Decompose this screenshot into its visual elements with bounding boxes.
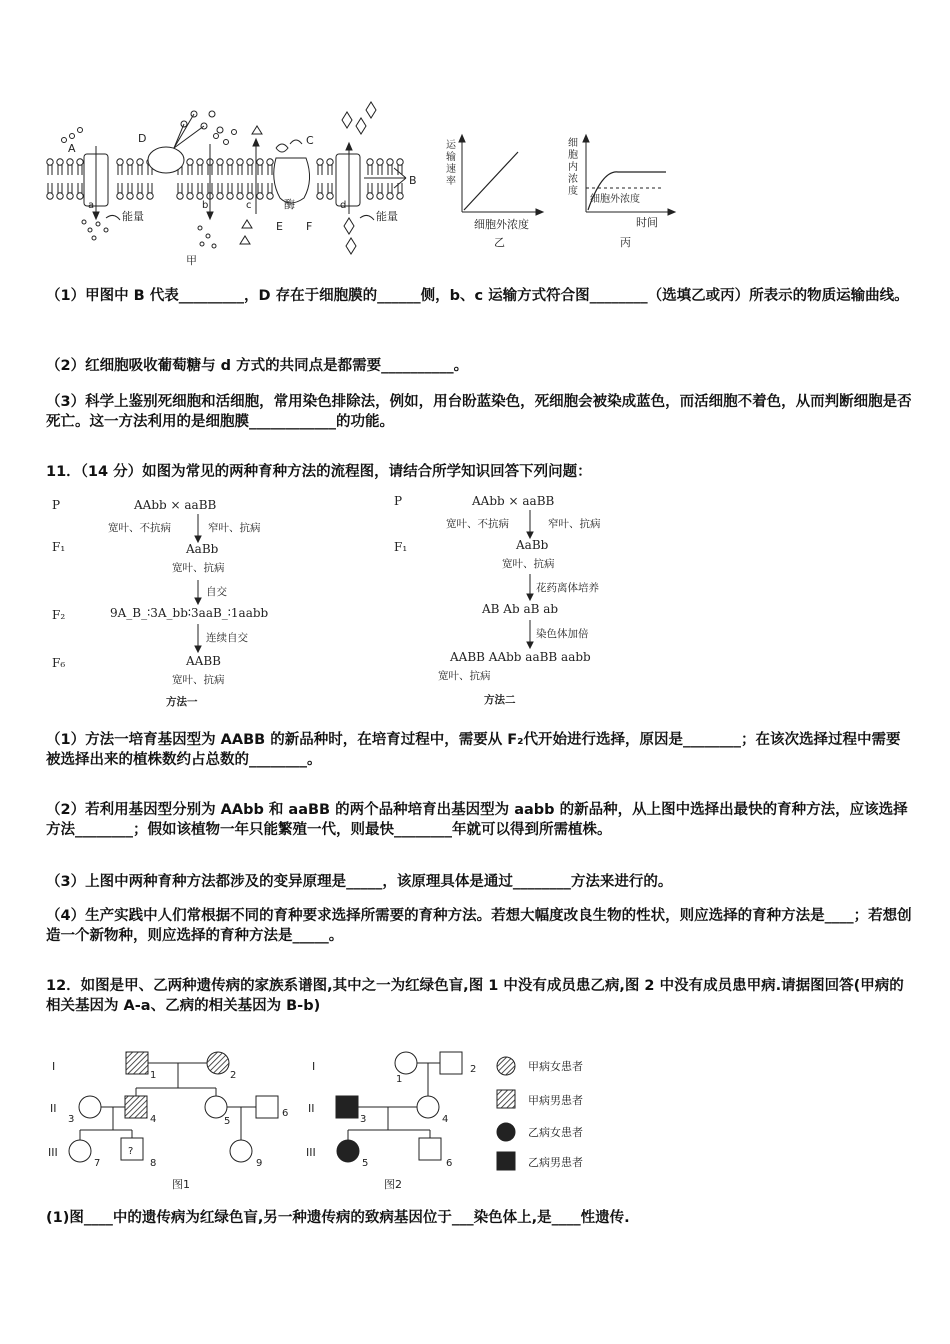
- legend-item-2: 甲病男患者: [528, 1094, 583, 1107]
- m1-f2: F₂: [52, 608, 66, 622]
- m1-continuous-selfing: 连续自交: [206, 632, 248, 644]
- m1-f2-ratio: 9A_B_∶3A_bb∶3aaB_∶1aabb: [110, 606, 269, 620]
- m1-f1-trait: 宽叶、抗病: [172, 562, 225, 574]
- fig2-num-5: 5: [362, 1158, 369, 1169]
- m2-cross: AAbb × aaBB: [472, 494, 555, 508]
- enzyme-label: 酶: [284, 198, 295, 211]
- bing-ylabel-2: 胞: [568, 150, 578, 161]
- m1-f6-genotype: AABB: [186, 654, 221, 668]
- fig2-iii5: [337, 1140, 359, 1162]
- fig1-num-6: 6: [282, 1108, 289, 1119]
- yi-name: 乙: [494, 236, 505, 249]
- energy-label-1: 能量: [122, 210, 144, 223]
- m1-trait-right: 窄叶、抗病: [208, 522, 261, 534]
- m2-final-trait: 宽叶、抗病: [438, 670, 491, 682]
- fig1-gen-3: III: [48, 1146, 58, 1159]
- fig1-gen-1: I: [52, 1060, 56, 1073]
- pedigree-figure: [44, 1044, 624, 1200]
- label-a-lower: a: [88, 200, 95, 211]
- fig2-num-1: 1: [396, 1074, 403, 1085]
- energy-label-2: 能量: [376, 210, 398, 223]
- fig1-ii4: [125, 1096, 147, 1118]
- fig1-num-7: 7: [94, 1158, 101, 1169]
- label-a: A: [68, 142, 76, 155]
- fig1-num-8: 8: [150, 1158, 157, 1169]
- bing-ylabel-3: 内: [568, 162, 578, 173]
- yi-ylabel-3: 速: [446, 164, 456, 175]
- fig2-num-3: 3: [360, 1114, 367, 1125]
- fig2-gen-2: II: [308, 1102, 315, 1115]
- m2-haploids: AB Ab aB ab: [482, 602, 559, 616]
- fig2-iii6: [419, 1138, 441, 1160]
- m2-anther-culture: 花药离体培养: [536, 582, 599, 594]
- m1-p: P: [52, 498, 61, 512]
- fig1-num-3: 3: [68, 1114, 75, 1125]
- yi-ylabel-1: 运: [446, 140, 456, 151]
- m2-arrows: [518, 508, 548, 658]
- protein-right: [336, 154, 360, 206]
- m1-f1-genotype: AaBb: [186, 542, 219, 556]
- yi-ylabel-4: 率: [446, 176, 456, 187]
- label-b-lower: b: [202, 200, 209, 211]
- q10-part1: （1）甲图中 B 代表_________，D 存在于细胞膜的______侧，b、c 运输方式符合图________（选填乙或丙）所表示的物质运输曲线。: [46, 288, 909, 304]
- membrane-figure: [44, 96, 424, 268]
- q12-title: 12．如图是甲、乙两种遗传病的家族系谱图,其中之一为红绿色盲,图 1 中没有成员患乙病,图 2 中没有成员患甲病.请据图回答(甲病的相关基因为 A-a、乙病的相关基因为 B-b): [46, 978, 904, 1014]
- m2-trait-left: 宽叶、不抗病: [446, 518, 509, 530]
- yi-xlabel: 细胞外浓度: [474, 218, 529, 231]
- bing-name: 丙: [620, 236, 631, 249]
- fig1-num-5: 5: [224, 1116, 231, 1127]
- yi-ylabel-2: 输: [446, 152, 456, 163]
- q11-title: 11．（14 分）如图为常见的两种育种方法的流程图，请结合所学知识回答下列问题：: [46, 464, 592, 480]
- graph-yi: [440, 132, 550, 250]
- fig1-iii7: [69, 1140, 91, 1162]
- legend-item-4: 乙病男患者: [528, 1156, 583, 1169]
- label-b: B: [409, 174, 417, 187]
- q11-part1: （1）方法一培育基因型为 AABB 的新品种时，在培育过程中，需要从 F₂代开始进行选择，原因是________；在该次选择过程中需要被选择出来的植株数约占总数的________。: [46, 732, 901, 768]
- fig2-num-2: 2: [470, 1064, 477, 1075]
- bing-curve-label: 细胞外浓度: [590, 194, 640, 205]
- label-e: E: [276, 220, 283, 233]
- m2-f1-genotype: AaBb: [516, 538, 549, 552]
- bing-ylabel-5: 度: [568, 186, 578, 197]
- m2-f1: F₁: [394, 540, 408, 554]
- q12-part1: (1)图____中的遗传病为红绿色盲,另一种遗传病的致病基因位于___染色体上,是____性遗传.: [46, 1210, 630, 1226]
- fig1-unknown-mark: ?: [128, 1146, 134, 1157]
- fig1-num-4: 4: [150, 1114, 157, 1125]
- legend-item-1: 甲病女患者: [528, 1060, 583, 1073]
- label-f: F: [306, 220, 313, 233]
- m2-chromosome-doubling: 染色体加倍: [536, 628, 589, 640]
- fig1-iii9: [230, 1140, 252, 1162]
- fig1-num-2: 2: [230, 1070, 237, 1081]
- bing-ylabel-4: 浓: [568, 174, 578, 185]
- fig2-i1: [395, 1052, 417, 1074]
- glycoprotein-d: [148, 147, 184, 173]
- fig2-ii3: [336, 1096, 358, 1118]
- label-c: C: [306, 134, 314, 147]
- carrier-protein: [274, 158, 310, 203]
- fig2-num-4: 4: [442, 1114, 449, 1125]
- fig2-caption: 图2: [384, 1178, 402, 1191]
- m1-selfing: 自交: [206, 586, 227, 598]
- fig2-i2: [440, 1052, 462, 1074]
- label-d: D: [138, 132, 147, 145]
- fig1-gen-2: II: [50, 1102, 57, 1115]
- fig1-num-1: 1: [150, 1070, 157, 1081]
- m2-p: P: [394, 494, 403, 508]
- q10-part3: （3）科学上鉴别死细胞和活细胞，常用染色排除法，例如，用台盼蓝染色，死细胞会被染成蓝色，而活细胞不着色，从而判断细胞是否死亡。这一方法利用的是细胞膜____________的功能。: [46, 394, 912, 430]
- m2-final-genotypes: AABB AAbb aaBB aabb: [450, 650, 591, 664]
- q10-part2: （2）红细胞吸收葡萄糖与 d 方式的共同点是都需要__________。: [46, 358, 469, 374]
- bing-xlabel: 时间: [636, 216, 658, 229]
- fig2-gen-3: III: [306, 1146, 316, 1159]
- m1-f6-trait: 宽叶、抗病: [172, 674, 225, 686]
- m2-f1-trait: 宽叶、抗病: [502, 558, 555, 570]
- m1-cross: AAbb × aaBB: [134, 498, 217, 512]
- m1-f6: F₆: [52, 656, 66, 670]
- legend-item-3: 乙病女患者: [528, 1126, 583, 1139]
- fig1-ii3: [79, 1096, 101, 1118]
- method-one-label: 方法一: [166, 696, 198, 708]
- method-two-label: 方法二: [484, 694, 516, 706]
- q11-part3: （3）上图中两种育种方法都涉及的变异原理是_____，该原理具体是通过________方法来进行的。: [46, 874, 673, 890]
- m1-f1: F₁: [52, 540, 66, 554]
- fig2-gen-1: I: [312, 1060, 316, 1073]
- m1-trait-left: 宽叶、不抗病: [108, 522, 171, 534]
- bing-ylabel-1: 细: [568, 138, 578, 149]
- fig1-i2: [207, 1052, 229, 1074]
- label-c-lower: c: [246, 200, 252, 211]
- fig1-i1: [126, 1052, 148, 1074]
- fig1-num-9: 9: [256, 1158, 263, 1169]
- fig1-ii5: [205, 1096, 227, 1118]
- m2-trait-right: 窄叶、抗病: [548, 518, 601, 530]
- q11-part4: （4）生产实践中人们常根据不同的育种要求选择所需要的育种方法。若想大幅度改良生物的性状，则应选择的育种方法是____；若想创造一个新物种，则应选择的育种方法是_____。: [46, 908, 912, 944]
- fig2-ii4: [417, 1096, 439, 1118]
- figure-jia-label: 甲: [186, 254, 197, 267]
- graph-bing: [564, 132, 684, 250]
- label-d-lower: d: [340, 200, 347, 211]
- q11-part2: （2）若利用基因型分别为 AAbb 和 aaBB 的两个品种培育出基因型为 aabb 的新品种，从上图中选择出最快的育种方法，应该选择方法________；假如该植物一年只能繁殖一代，则最快________年就可以得到所需植株。: [46, 802, 908, 838]
- fig2-num-6: 6: [446, 1158, 453, 1169]
- fig1-caption: 图1: [172, 1178, 190, 1191]
- fig1-ii6: [256, 1096, 278, 1118]
